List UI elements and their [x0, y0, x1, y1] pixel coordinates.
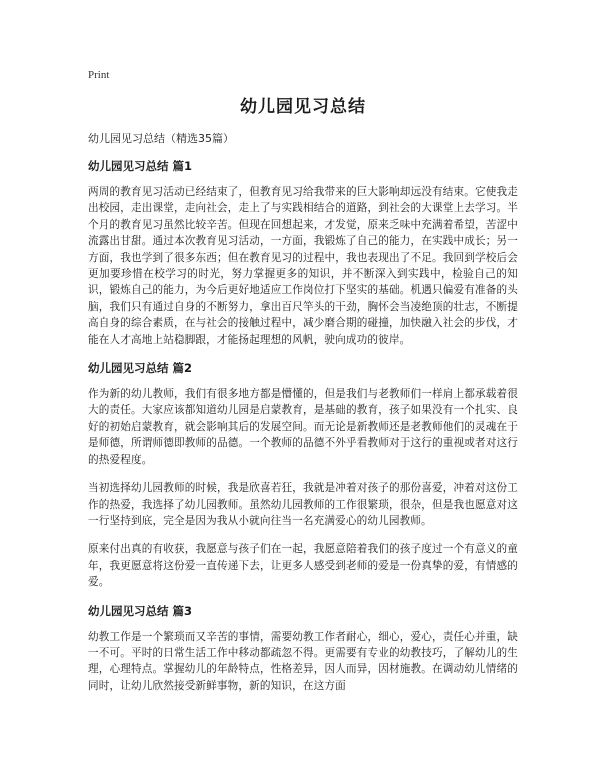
paragraph: 作为新的幼儿教师，我们有很多地方都是懵懂的，但是我们与老教师们一样肩上都承载着很大的责任。大家应该都知道幼儿园是启蒙教育，是基础的教育，孩子如果没有一个扎实、良好的初始启蒙教育，就会影响其后的发展空间。而无论是新教师还是老教师他们的灵魂在于是师德，所谓师德即教师的品德。一个教师的品德不外乎看教师对于这行的重视或者对这行的热爱程度。 — [88, 388, 518, 466]
section-heading: 幼儿园见习总结 篇1 — [88, 159, 193, 173]
document-title: 幼儿园见习总结 — [240, 97, 366, 117]
document-subtitle: 幼儿园见习总结（精选35篇） — [88, 132, 234, 145]
section-3 — [88, 603, 518, 695]
paragraph: 幼教工作是一个繁琐而又辛苦的事情，需要幼教工作者耐心，细心，爱心，责任心并重，缺一不可。平时的日常生活工作中移动都疏忽不得。更需要有专业的幼教技巧，了解幼儿的生理，心理特点。掌握幼儿的年龄特点，性格差异，因人而异，因材施教。在调动幼儿情绪的同时，让幼儿欣然接受新鲜事物，新的知识，在这方面 — [88, 630, 518, 692]
paragraph: 原来付出真的有收获，我愿意与孩子们在一起，我愿意陪着我们的孩子度过一个有意义的童年，我更愿意将这份爱一直传递下去，让更多人感受到老师的爱是一份真挚的爱，有情感的爱。 — [88, 543, 518, 589]
section-2 — [88, 360, 518, 590]
section-heading: 幼儿园见习总结 篇2 — [88, 361, 193, 376]
paragraph: 当初选择幼儿园教师的时候，我是欣喜若狂，我就是冲着对孩子的那份喜爱，冲着对这份工作的热爱，我选择了幼儿园教师。虽然幼儿园教师的工作很繁琐，很杂，但是我也愿意对这一行坚持到底，完全是因为我从小就向往当一名充满爱心的幼儿园教师。 — [88, 482, 518, 527]
print-label: Print — [88, 69, 110, 81]
section-1 — [88, 158, 518, 348]
document-page — [88, 68, 518, 706]
section-heading: 幼儿园见习总结 篇3 — [88, 603, 193, 618]
paragraph: 两周的教育见习活动已经结束了，但教育见习给我带来的巨大影响却远没有结束。它使我走出校园，走出课堂，走向社会，走上了与实践相结合的道路，到社会的大课堂上去学习。半个月的教育见习虽然比较辛苦。但现在回想起来，才发觉，原来乏味中充满着希望，苦涩中流露出甘甜。通过本次教育见习活动，一方面，我锻炼了自己的能力，在实践中成长；另一方面，我也学到了很多东西；但在教育见习的过程中，我也表现出了不足。我回到学校后会更加要珍惜在校学习的时光，努力掌握更多的知识，并不断深入到实践中，检验自己的知识，锻炼自己的能力，为今后更好地适应工作岗位打下坚实的基础。机遇只偏爱有准备的头脑，我们只有通过自身的不断努力，拿出百尺竿头的干劲，胸怀会当凌绝顶的壮志，不断提高自身的综合素质，在与社会的接触过程中，减少磨合期的碰撞，加快融入社会的步伐，才能在人才高地上站稳脚跟，才能扬起理想的风帆，驶向成功的彼岸。 — [88, 186, 518, 346]
